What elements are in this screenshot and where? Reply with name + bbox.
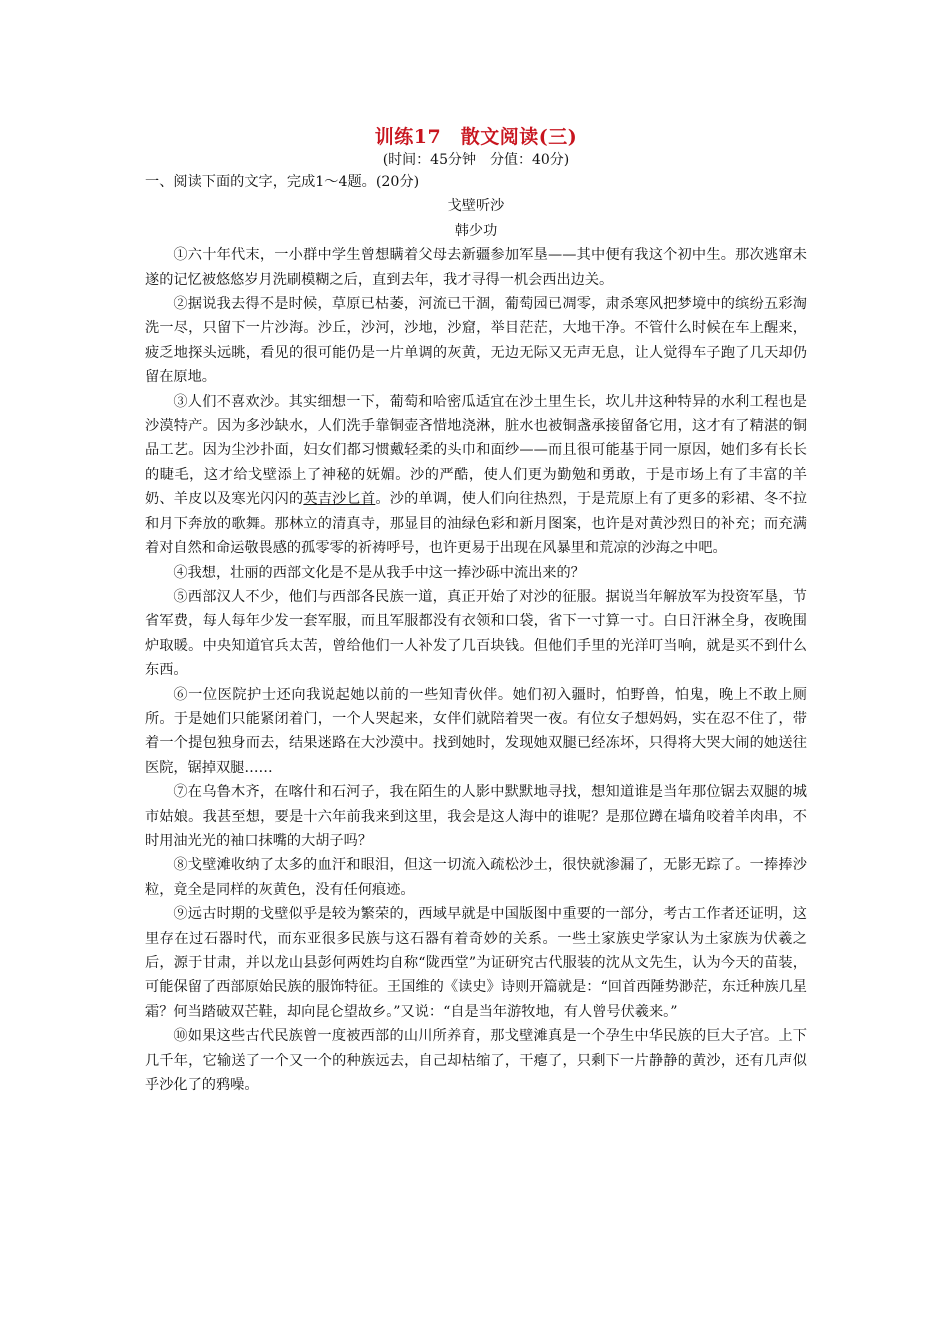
section-instruction: 一、阅读下面的文字，完成1～4题。(20分) bbox=[145, 174, 420, 190]
paragraph-9: ⑨远古时期的戈壁似乎是较为繁荣的，西域早就是中国版图中重要的一部分，考古工作者还证明，这里存在过石器时代，而东亚很多民族与这石器有着奇妙的关系。一些土家族史学家认为土家族为伏羲之后，源于甘肃，并以龙山县彭何两姓均自称“陇西堂”为证研究古代服装的沈从文先生，认为今天的苗装，可能保留了西部原始民族的服饰特征。王国维的《读史》诗则开篇就是：“回首西陲势渺茫，东迁种族几星霜？何当踏破双芒鞋，却向昆仑望故乡。”又说：“自是当年游牧地，有人曾号伏羲来。” bbox=[145, 906, 807, 1020]
paragraph-3-part-1: ③人们不喜欢沙。其实细想一下，葡萄和哈密瓜适宜在沙土里生长，坎儿井这种特异的水利工程也是沙漠特产。因为多沙缺水，人们洗手靠铜壶吝惜地浇淋，脏水也被铜盏承接留备它用，这才有了精湛的铜品工艺。因为尘沙扑面，妇女们都习惯戴轻柔的头巾和面纱——而且很可能基于同一原因，她们多有长长的睫毛，这才给戈壁添上了神秘的妩媚。沙的严酷，使人们更为勤勉和勇敢，于是市场上有了丰富的羊奶、羊皮以及寒光闪闪的 bbox=[145, 393, 807, 508]
essay-author: 韩少功 bbox=[454, 222, 498, 239]
paragraph-10: ⑩如果这些古代民族曾一度被西部的山川所养育，那戈壁滩真是一个孕生中华民族的巨大子宫。上下几千年，它输送了一个又一个的种族远去，自己却枯缩了，干瘪了，只剩下一片静静的黄沙，还有几声似乎沙化了的鸦噪。 bbox=[145, 1028, 807, 1094]
document-content bbox=[145, 124, 807, 1097]
page-title: 训练17 散文阅读(三) bbox=[374, 126, 578, 148]
paragraph-3 bbox=[145, 390, 807, 561]
paragraph-5: ⑤西部汉人不少，他们与西部各民族一道，真正开始了对沙的征服。据说当年解放军为投资军垦，节省军费，每人每年少发一套军服，而且军服都没有衣领和口袋，省下一寸算一寸。白日汗淋全身，夜晚围炉取暖。中央知道官兵太苦，曾给他们一人补发了几百块钱。但他们手里的光洋叮当响，就是买不到什么东西。 bbox=[145, 588, 807, 679]
essay-title: 戈壁听沙 bbox=[447, 198, 505, 215]
paragraph-7: ⑦在乌鲁木齐，在喀什和石河子，我在陌生的人影中默默地寻找，想知道谁是当年那位锯去双腿的城市姑娘。我甚至想，要是十六年前我来到这里，我会是这人海中的谁呢？是那位蹲在墙角咬着羊肉串，不时用油光光的袖口抹嘴的大胡子吗？ bbox=[145, 784, 807, 849]
paragraph-6: ⑥一位医院护士还向我说起她以前的一些知青伙伴。她们初入疆时，怕野兽，怕鬼，晚上不敢上厕所。于是她们只能紧闭着门，一个人哭起来，女伴们就陪着哭一夜。有位女子想妈妈，实在忍不住了，带着一个提包独身而去，结果迷路在大沙漠中。找到她时，发现她双腿已经冻坏，只得将大哭大闹的她送往医院，锯掉双腿…… bbox=[145, 686, 807, 776]
paragraph-1: ①六十年代末，一小群中学生曾想瞒着父母去新疆参加军垦——其中便有我这个初中生。那次逃窜未遂的记忆被悠悠岁月洗刷模糊之后，直到去年，我才寻得一机会西出边关。 bbox=[145, 247, 807, 288]
time-score-info: (时间：45分钟 分值：40分) bbox=[382, 152, 570, 168]
paragraph-4: ④我想，壮丽的西部文化是不是从我手中这一捧沙砾中流出来的？ bbox=[173, 564, 585, 581]
underlined-phrase: 吉沙匕首 bbox=[317, 491, 376, 508]
paragraph-8: ⑧戈壁滩收纳了太多的血汗和眼泪，但这一切流入疏松沙土，很快就渗漏了，无影无踪了。一捧捧沙粒，竟全是同样的灰黄色，没有任何痕迹。 bbox=[145, 857, 807, 898]
paragraph-2: ②据说我去得不是时候，草原已枯萎，河流已干涸，葡萄园已凋零，肃杀寒风把梦境中的缤纷五彩淘洗一尽，只留下一片沙海。沙丘，沙河，沙地，沙窟，举目茫茫，大地干净。不管什么时候在车上醒来，疲乏地探头远眺，看见的很可能仍是一片单调的灰黄，无边无际又无声无息，让人觉得车子跑了几天却仍留在原地。 bbox=[145, 296, 807, 386]
paragraph-3-part-2: 。沙的单调，使人们向往热烈，于是荒原上有了更多的彩裙、冬不拉和月下奔放的歌舞。那林立的清真寺，那显目的油绿色彩和新月图案，也许是对黄沙烈日的补充；而充满着对自然和命运敬畏感的孤零零的祈祷呼号，也许更易于出现在风暴里和荒凉的沙海之中吧。 bbox=[145, 491, 807, 557]
underlined-phrase-start: 英 bbox=[303, 491, 318, 508]
